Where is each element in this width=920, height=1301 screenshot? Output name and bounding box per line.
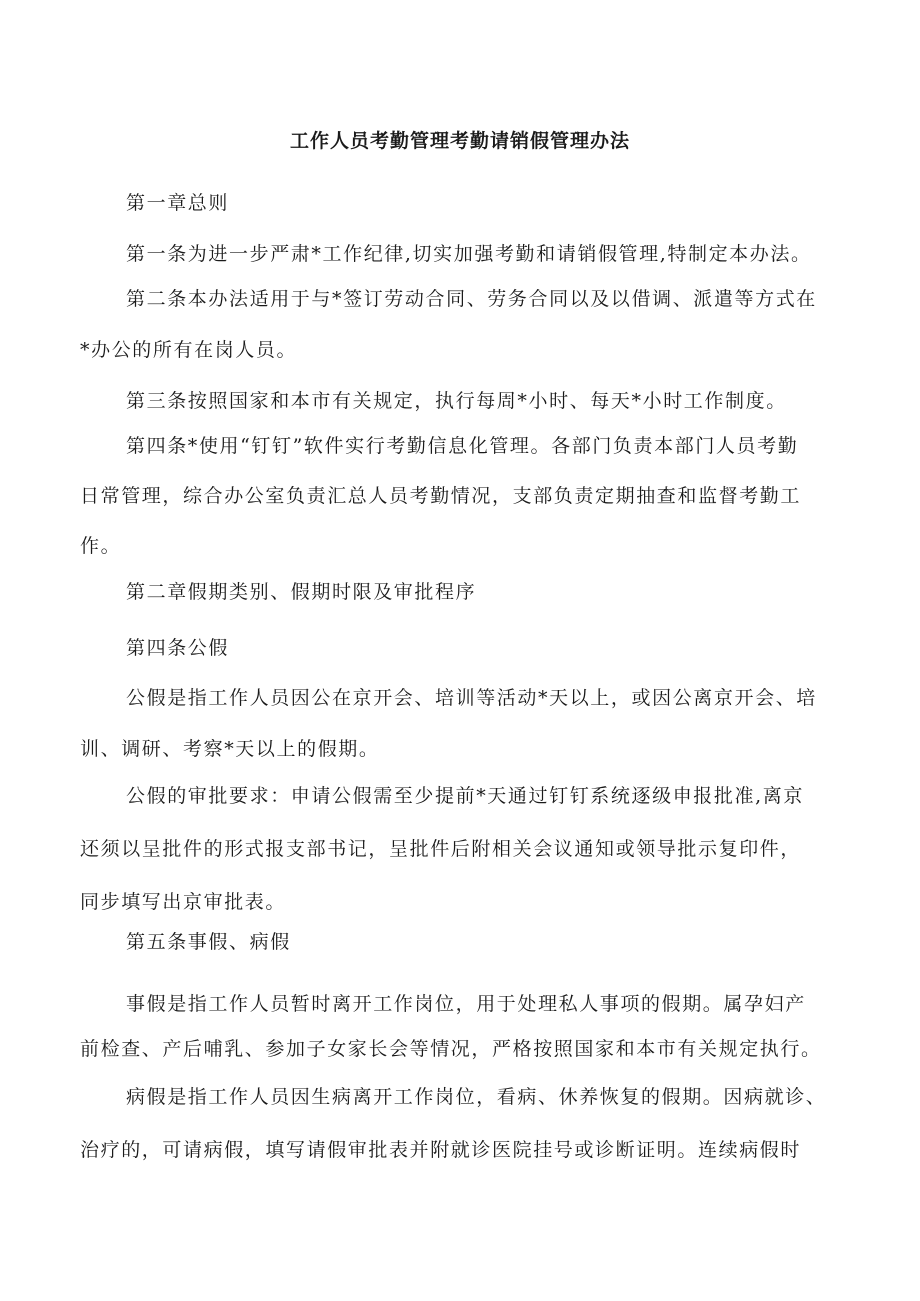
public-leave-line-2: 训、调研、考察*天以上的假期。 [80, 738, 380, 760]
sick-leave-line-2: 治疗的，可请病假，填写请假审批表并附就诊医院挂号或诊断证明。连续病假时 [80, 1139, 802, 1161]
article-3-line-1: 第三条按照国家和本市有关规定，执行每周*小时、每天*小时工作制度。 [126, 390, 787, 412]
chapter-1-heading [80, 178, 852, 229]
public-leave-approval [80, 770, 852, 929]
chapter-2-heading [80, 567, 852, 618]
article-5 [80, 917, 852, 968]
article-3 [80, 376, 852, 427]
public-leave-line-1: 公假是指工作人员因公在京开会、培训等活动*天以上，或因公离京开会、培 [126, 687, 817, 709]
article-4-public-leave [80, 623, 852, 674]
article-4b-text: 第四条公假 [126, 637, 230, 659]
sick-leave-definition [80, 1071, 852, 1177]
approval-line-1: 公假的审批要求：申请公假需至少提前*天通过钉钉系统逐级申报批准,离京 [126, 785, 804, 807]
personal-leave-definition [80, 982, 852, 1072]
document-title: 工作人员考勤管理考勤请销假管理办法 [289, 130, 630, 152]
article-4 [80, 421, 852, 571]
article-5-text: 第五条事假、病假 [126, 931, 291, 953]
article-1-line-1: 第一条为进一步严肃*工作纪律,切实加强考勤和请销假管理,特制定本办法。 [126, 243, 812, 265]
approval-line-3: 同步填写出京审批表。 [80, 891, 287, 913]
personal-leave-line-2: 前检查、产后哺乳、参加子女家长会等情况，严格按照国家和本市有关规定执行。 [80, 1038, 822, 1060]
article-4-line-2: 日常管理，综合办公室负责汇总人员考勤情况，支部负责定期抽查和监督考勤工 [80, 485, 802, 507]
personal-leave-line-1: 事假是指工作人员暂时离开工作岗位，用于处理私人事项的假期。属孕妇产 [126, 993, 806, 1015]
article-2-line-2: *办公的所有在岗人员。 [80, 339, 298, 361]
article-4-line-1: 第四条*使用“钉钉”软件实行考勤信息化管理。各部门负责本部门人员考勤 [126, 435, 799, 457]
sick-leave-line-1: 病假是指工作人员因生病离开工作岗位，看病、休养恢复的假期。因病就诊、 [126, 1086, 827, 1108]
chapter-1-text: 第一章总则 [126, 192, 230, 214]
article-4-line-3: 作。 [80, 535, 122, 557]
article-1 [80, 229, 852, 280]
approval-line-2: 还须以呈批件的形式报支部书记，呈批件后附相关会议通知或领导批示复印件， [80, 838, 802, 860]
public-leave-definition [80, 673, 852, 775]
chapter-2-text: 第二章假期类别、假期时限及审批程序 [126, 581, 477, 603]
article-2-line-1: 第二条本办法适用于与*签订劳动合同、劳务合同以及以借调、派遣等方式在 [126, 288, 817, 310]
article-2 [80, 274, 852, 376]
